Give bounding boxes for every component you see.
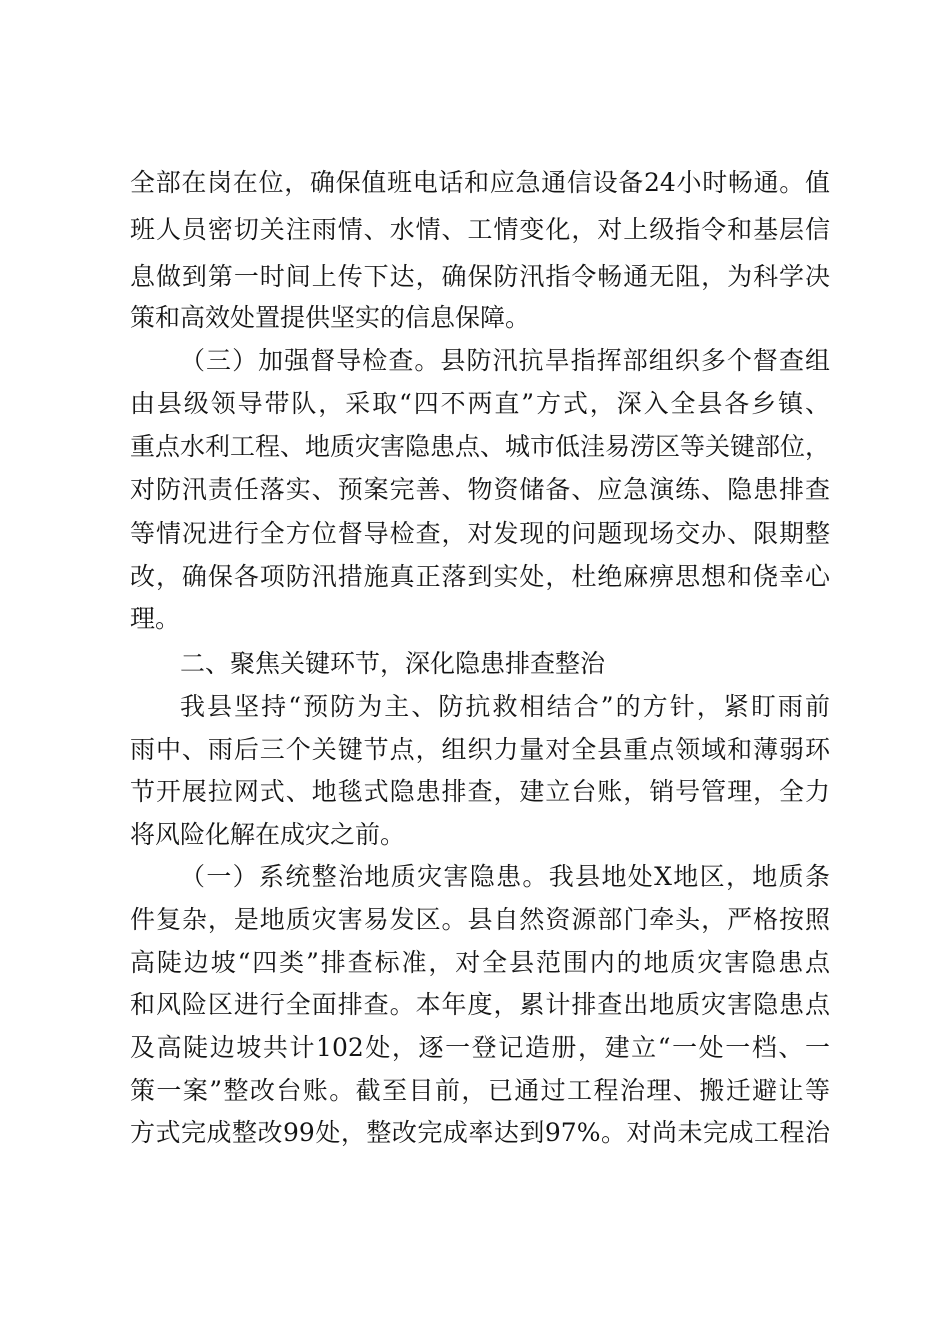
section-heading-line: （三）加强督导检查。县防汛抗旱指挥部组织多个督查组 — [180, 346, 830, 375]
body-line: 策和高效处置提供坚实的信息保障。 — [130, 303, 531, 332]
body-line: 全部在岗在位，确保值班电话和应急通信设备24小时畅通。值 — [130, 168, 830, 197]
body-line: 节开展拉网式、地毯式隐患排查，建立台账，销号管理，全力 — [130, 777, 830, 806]
body-line: 方式完成整改99处，整改完成率达到97%。对尚未完成工程治 — [130, 1118, 830, 1147]
body-line: 和风险区进行全面排查。本年度，累计排查出地质灾害隐患点 — [130, 990, 830, 1019]
body-line: 策一案”整改台账。截至目前，已通过工程治理、搬迁避让等 — [130, 1076, 830, 1105]
body-line: 息做到第一时间上传下达，确保防汛指令畅通无阻，为科学决 — [130, 262, 830, 291]
body-line: 由县级领导带队，采取“四不两直”方式，深入全县各乡镇、 — [130, 389, 830, 418]
body-line: 等情况进行全方位督导检查，对发现的问题现场交办、限期整 — [130, 519, 830, 548]
body-line: 重点水利工程、地质灾害隐患点、城市低洼易涝区等关键部位， — [130, 432, 831, 461]
section-heading-line: （一）系统整治地质灾害隐患。我县地处X地区，地质条 — [180, 862, 830, 891]
body-line: 将风险化解在成灾之前。 — [130, 820, 406, 849]
body-line: 雨中、雨后三个关键节点，组织力量对全县重点领域和薄弱环 — [130, 735, 830, 764]
chapter-heading: 二、聚焦关键环节，深化隐患排查整治 — [180, 649, 606, 678]
body-line: 件复杂，是地质灾害易发区。县自然资源部门牵头，严格按照 — [130, 905, 830, 934]
body-line: 班人员密切关注雨情、水情、工情变化，对上级指令和基层信 — [130, 215, 830, 244]
body-line: 理。 — [130, 604, 181, 633]
body-line: 高陡边坡“四类”排查标准，对全县范围内的地质灾害隐患点 — [130, 948, 830, 977]
body-line: 我县坚持“预防为主、防抗救相结合”的方针，紧盯雨前 — [180, 692, 830, 721]
body-line: 改，确保各项防汛措施真正落到实处，杜绝麻痹思想和侥幸心 — [130, 562, 830, 591]
body-line: 对防汛责任落实、预案完善、物资储备、应急演练、隐患排查 — [130, 475, 830, 504]
body-line: 及高陡边坡共计102处，逐一登记造册，建立“一处一档、一 — [130, 1033, 830, 1062]
